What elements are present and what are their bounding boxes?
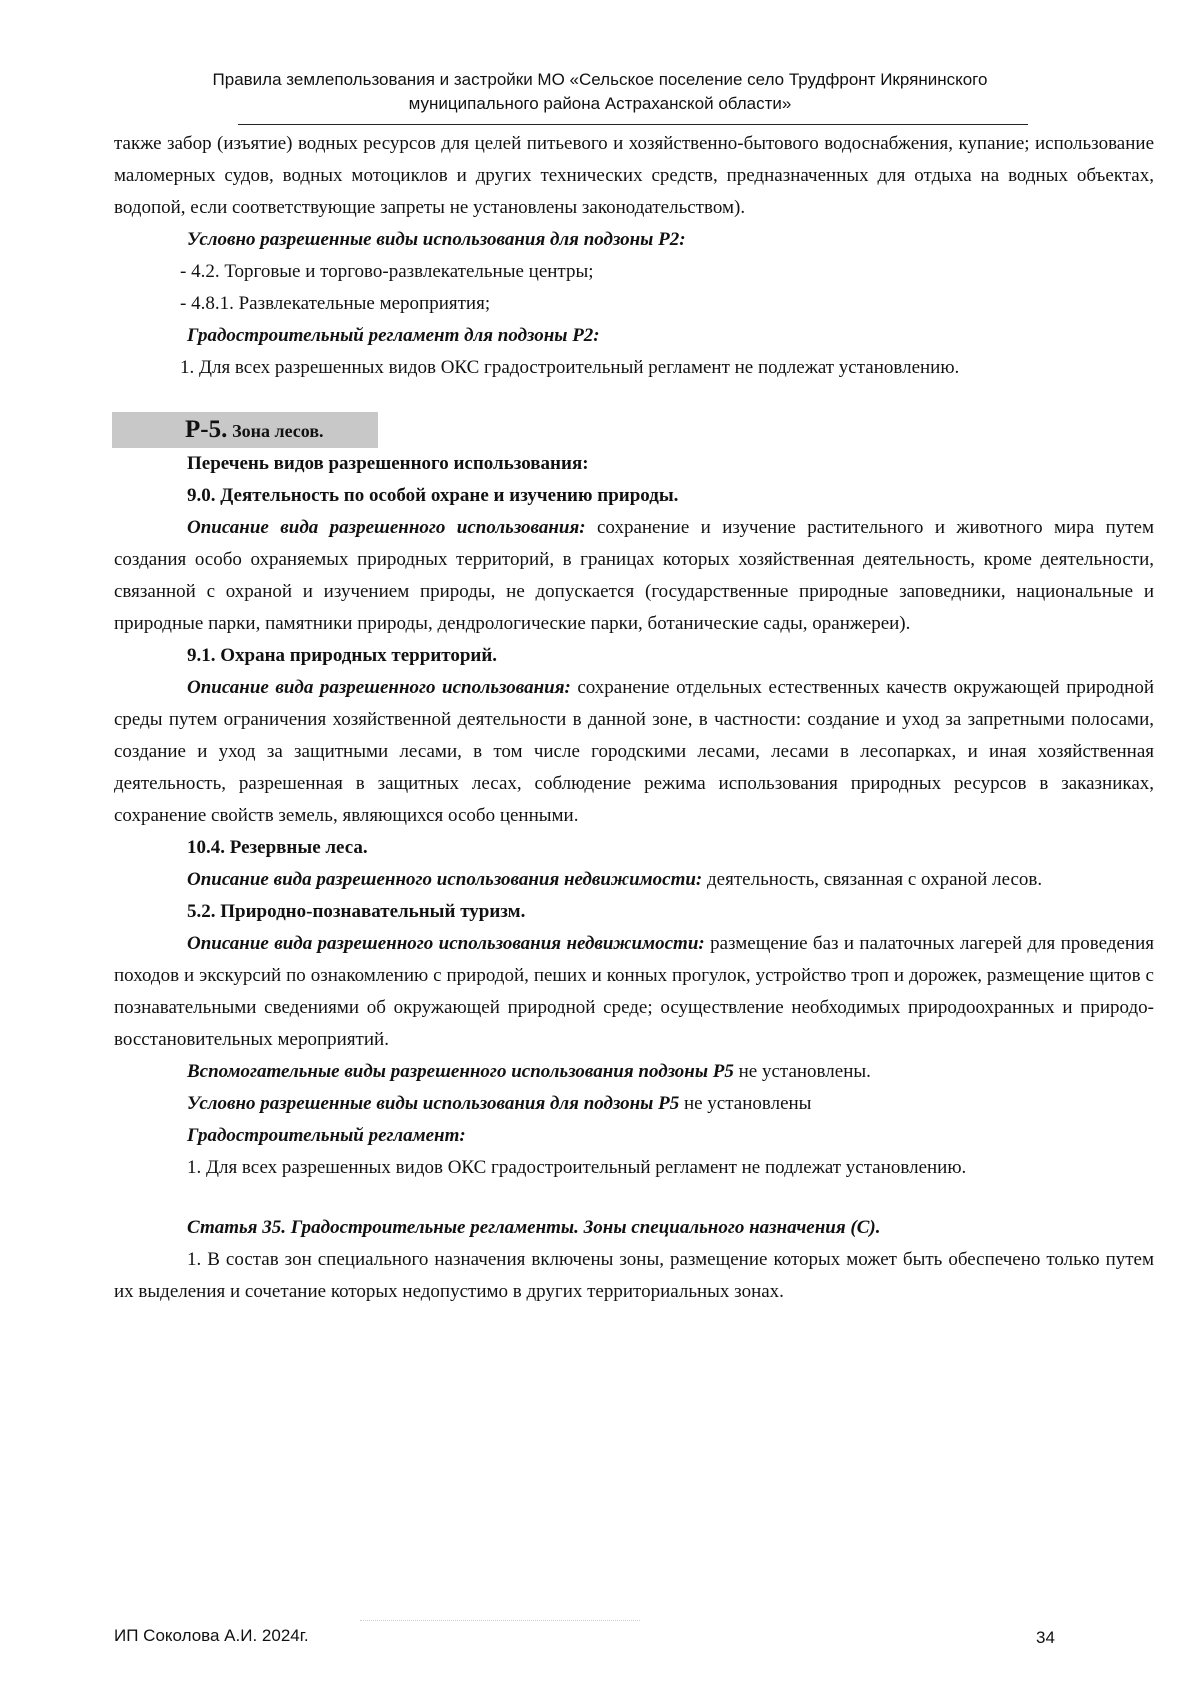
zone-code: Р-5. xyxy=(185,416,228,443)
regulation-item-p5: 1. Для всех разрешенных видов ОКС градостроительный регламент не подлежат установлению. xyxy=(187,1157,967,1178)
page-header xyxy=(130,68,1070,116)
auxiliary-uses xyxy=(114,1056,1154,1088)
description-text: размещение баз и палаточных лагерей для проведения походов и экскурсий по ознакомлению с природой, пеших и конных прогулок, устройство троп и дорожек, размещение щитов с познавательными сведениями об окружающей природной среде; осуществление необходимых природоохранных и природо-восстановительных мероприятий. xyxy=(114,933,1155,1050)
use-10-4-description xyxy=(114,864,1154,896)
use-5-2-title: 5.2. Природно-познавательный туризм. xyxy=(187,901,526,922)
description-text: сохранение отдельных естественных качеств окружающей природной среды путем ограничения хозяйственной деятельности в данной зоне, в частности: создание и уход за запретными полосами, создание и уход за защитными лесами, в том числе городскими лесами, лесами в лесопарках, и иная хозяйственная деятельность, разрешенная в защитных лесах, соблюдение режима использования природных ресурсов в заказниках, сохранение свойств земель, являющихся особо ценными. xyxy=(114,677,1155,826)
use-10-4-title: 10.4. Резервные леса. xyxy=(187,837,368,858)
description-text: сохранение и изучение растительного и животного мира путем создания особо охраняемых природных территорий, в границах которых хозяйственная деятельность, кроме деятельности, связанной с охраной и изучением природы, не допускается (государственные природные заповедники, национальные и природные парки, памятники природы, дендрологические парки, ботанические сады, оранжереи). xyxy=(114,517,1154,634)
regulation-heading-p5: Градостроительный регламент: xyxy=(187,1125,466,1146)
auxiliary-uses-text: не установлены. xyxy=(738,1061,871,1082)
article-paragraph-1: 1. В состав зон специального назначения включены зоны, размещение которых может быть обеспечено только путем их выделения и сочетание которых недопустимо в других территориальных зонах. xyxy=(114,1249,1154,1302)
footer-author: ИП Соколова А.И. 2024г. xyxy=(114,1626,309,1645)
footer-page-number: 34 xyxy=(1036,1628,1055,1647)
conditional-uses-p5-text: не установлены xyxy=(679,1093,812,1114)
use-9-0-description xyxy=(114,512,1154,640)
spacer xyxy=(114,1184,1154,1212)
description-label: Описание вида разрешенного использования недвижимости: xyxy=(187,933,705,954)
conditional-use-item: - 4.8.1. Развлекательные мероприятия; xyxy=(180,293,491,314)
description-text: деятельность, связанная с охраной лесов. xyxy=(707,869,1043,890)
description-label: Описание вида разрешенного использования: xyxy=(187,517,586,538)
description-label: Описание вида разрешенного использования: xyxy=(187,677,571,698)
regulation-item-p2: 1. Для всех разрешенных видов ОКС градостроительный регламент не подлежат установлению. xyxy=(180,357,960,378)
document-body xyxy=(114,128,1154,1308)
conditional-uses-p5 xyxy=(114,1088,1154,1120)
description-label: Описание вида разрешенного использования недвижимости: xyxy=(187,869,703,890)
header-line-2: муниципального района Астраханской области» xyxy=(408,94,792,113)
use-9-0-title: 9.0. Деятельность по особой охране и изучению природы. xyxy=(187,485,679,506)
header-line-1: Правила землепользования и застройки МО «Сельское поселение село Трудфронт Икрянинского xyxy=(212,70,988,89)
header-rule xyxy=(238,124,1028,125)
article-heading: Статья 35. Градостроительные регламенты. Зоны специального назначения (С). xyxy=(187,1217,881,1238)
conditional-use-item: - 4.2. Торговые и торгово-развлекательные центры; xyxy=(180,261,594,282)
allowed-uses-heading: Перечень видов разрешенного использования: xyxy=(187,453,589,474)
zone-title xyxy=(112,412,378,448)
use-9-1-description xyxy=(114,672,1154,832)
use-5-2-description xyxy=(114,928,1154,1056)
auxiliary-uses-label: Вспомогательные виды разрешенного использования подзоны Р5 xyxy=(187,1061,734,1082)
regulation-heading-p2: Градостроительный регламент для подзоны Р2: xyxy=(187,325,600,346)
footer-dotted-rule xyxy=(360,1620,640,1621)
conditional-uses-p5-label: Условно разрешенные виды использования для подзоны Р5 xyxy=(187,1093,680,1114)
use-9-1-title: 9.1. Охрана природных территорий. xyxy=(187,645,498,666)
paragraph-continuation: также забор (изъятие) водных ресурсов для целей питьевого и хозяйственно-бытового водоснабжения, купание; использование маломерных судов, водных мотоциклов и других технических средств, предназначенных для отдыха на водных объектах, водопой, если соответствующие запреты не установлены законодательством). xyxy=(114,133,1154,218)
zone-name: Зона лесов. xyxy=(232,421,324,441)
conditional-uses-heading-p2: Условно разрешенные виды использования для подзоны Р2: xyxy=(187,229,686,250)
